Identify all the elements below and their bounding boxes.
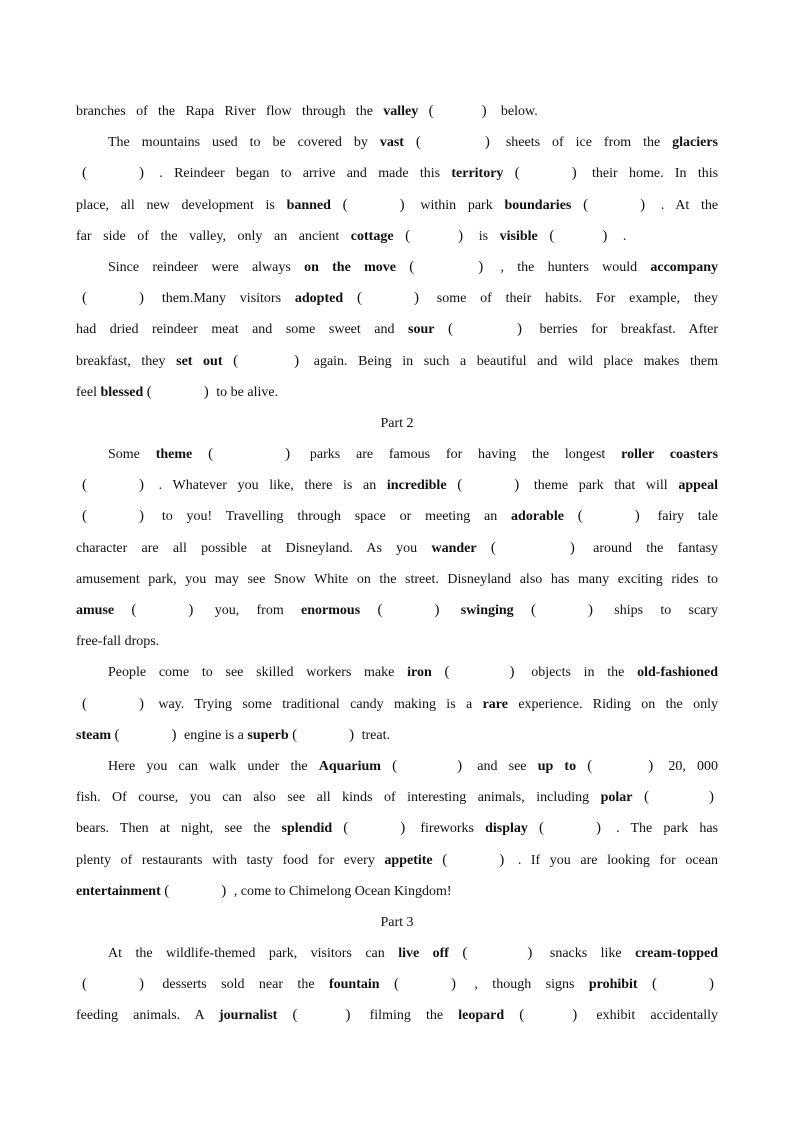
answer-blank[interactable]: ( ) <box>549 227 608 244</box>
keyword: valley <box>383 104 419 119</box>
keyword: Aquarium <box>318 758 381 774</box>
keyword: appeal <box>678 478 718 494</box>
text-line: Some theme ( ) parks are famous for having the longest roller coasters <box>76 439 718 470</box>
text-line: ( ) . Reindeer began to arrive and made this territory ( ) their home. In this <box>76 158 718 189</box>
text-line: branches of the Rapa River flow through the valley ( ) below. <box>76 96 718 127</box>
keyword: on the move <box>304 259 396 275</box>
answer-blank[interactable]: ( ) <box>114 726 177 743</box>
keyword: adorable <box>511 509 564 525</box>
keyword: accompany <box>650 259 718 275</box>
keyword: appetite <box>384 852 433 868</box>
keyword: incredible <box>386 478 447 494</box>
keyword: display <box>485 821 528 837</box>
text-line: People come to see skilled workers make iron ( ) objects in the old-fashioned <box>76 657 718 688</box>
answer-blank[interactable]: ( ) <box>444 664 515 681</box>
keyword: roller coasters <box>621 447 718 463</box>
keyword: visible <box>499 228 538 244</box>
answer-blank[interactable]: ( ) <box>292 1007 351 1024</box>
text-line: free-fall drops. <box>76 634 160 650</box>
answer-blank[interactable]: ( ) <box>583 196 646 213</box>
answer-blank[interactable]: ( ) <box>342 196 405 213</box>
answer-blank[interactable]: ( ) <box>82 695 144 712</box>
answer-blank[interactable]: ( ) <box>82 508 144 525</box>
text-line: ( ) desserts sold near the fountain ( ) , though signs prohibit ( ) <box>76 969 718 1000</box>
text-line: character are all possible at Disneyland. As you wander ( ) around the fantasy <box>76 533 718 564</box>
answer-blank[interactable]: ( ) <box>577 508 640 525</box>
text-line: amuse ( ) you, from enormous ( ) swinging ( ) ships to scary <box>76 595 718 626</box>
answer-blank[interactable]: ( ) <box>405 227 464 244</box>
answer-blank[interactable]: ( ) <box>519 1007 578 1024</box>
keyword: swinging <box>460 603 514 618</box>
answer-blank[interactable]: ( ) <box>447 321 522 338</box>
answer-blank[interactable]: ( ) <box>409 258 484 275</box>
answer-blank[interactable]: ( ) <box>392 757 463 774</box>
answer-blank[interactable]: ( ) <box>457 477 520 494</box>
text-line: bears. Then at night, see the splendid ( ) fireworks display ( ) . The park has <box>76 813 718 844</box>
keyword: old-fashioned <box>637 665 718 681</box>
section-heading: Part 3 <box>380 914 414 930</box>
text-line: amusement park, you may see Snow White on the street. Disneyland also has many exciting rides to <box>76 571 718 587</box>
keyword: live off <box>398 946 449 962</box>
keyword: up to <box>537 758 577 774</box>
answer-blank[interactable]: ( ) <box>356 290 419 307</box>
keyword: leopard <box>458 1008 505 1024</box>
text-line: fish. Of course, you can also see all kinds of interesting animals, including polar ( ) <box>76 782 718 813</box>
keyword: splendid <box>281 821 333 837</box>
answer-blank[interactable]: ( ) <box>233 352 300 369</box>
keyword: cream-topped <box>635 946 718 962</box>
answer-blank[interactable]: ( ) <box>393 976 456 993</box>
document-page <box>76 96 718 1032</box>
answer-blank[interactable]: ( ) <box>462 945 533 962</box>
keyword: banned <box>286 197 331 213</box>
text-line: feel blessed ( ) to be alive. <box>76 377 718 408</box>
text-line: At the wildlife-themed park, visitors can live off ( ) snacks like cream-topped <box>76 938 718 969</box>
answer-blank[interactable]: ( ) <box>377 602 440 618</box>
answer-blank[interactable]: ( ) <box>82 165 144 182</box>
text-line: plenty of restaurants with tasty food for every appetite ( ) . If you are looking for ocean <box>76 845 718 876</box>
answer-blank[interactable]: ( ) <box>490 539 575 556</box>
answer-blank[interactable]: ( ) <box>82 477 144 494</box>
answer-blank[interactable]: ( ) <box>644 789 715 806</box>
answer-blank[interactable]: ( ) <box>146 383 209 400</box>
keyword: cottage <box>350 228 394 244</box>
keyword: polar <box>600 790 633 806</box>
answer-blank[interactable]: ( ) <box>428 103 487 119</box>
keyword: fountain <box>328 977 380 993</box>
answer-blank[interactable]: ( ) <box>292 726 355 743</box>
answer-blank[interactable]: ( ) <box>539 820 602 837</box>
answer-blank[interactable]: ( ) <box>208 446 291 463</box>
answer-blank[interactable]: ( ) <box>131 602 194 618</box>
text-line: ( ) . Whatever you like, there is an incredible ( ) theme park that will appeal <box>76 470 718 501</box>
answer-blank[interactable]: ( ) <box>442 851 505 868</box>
keyword: theme <box>155 447 193 463</box>
keyword: iron <box>407 665 432 681</box>
keyword: steam <box>76 727 111 743</box>
section-heading: Part 2 <box>380 415 414 431</box>
text-line: place, all new development is banned ( ) within park boundaries ( ) . At the <box>76 190 718 221</box>
text-line: The mountains used to be covered by vast ( ) sheets of ice from the glaciers <box>76 127 718 158</box>
keyword: prohibit <box>588 977 638 993</box>
answer-blank[interactable]: ( ) <box>343 820 406 837</box>
keyword: set out <box>176 353 223 369</box>
keyword: sour <box>408 322 435 338</box>
answer-blank[interactable]: ( ) <box>530 602 593 618</box>
answer-blank[interactable]: ( ) <box>82 290 144 307</box>
answer-blank[interactable]: ( ) <box>587 757 654 774</box>
text-line: steam ( ) engine is a superb ( ) treat. <box>76 720 718 751</box>
text-line: entertainment ( ) , come to Chimelong Ocean Kingdom! <box>76 876 718 907</box>
text-line: ( ) way. Trying some traditional candy making is a rare experience. Riding on the only <box>76 689 718 720</box>
keyword: superb <box>247 727 289 743</box>
keyword: journalist <box>219 1008 278 1024</box>
keyword: blessed <box>100 384 144 400</box>
keyword: territory <box>451 166 504 182</box>
keyword: adopted <box>294 291 344 307</box>
keyword: wander <box>431 540 477 556</box>
text-line: had dried reindeer meat and some sweet and sour ( ) berries for breakfast. After <box>76 314 718 345</box>
text-line: ( ) them.Many visitors adopted ( ) some of their habits. For example, they <box>76 283 718 314</box>
text-line: Since reindeer were always on the move ( ) , the hunters would accompany <box>76 252 718 283</box>
keyword: rare <box>482 696 508 712</box>
answer-blank[interactable]: ( ) <box>82 976 144 993</box>
keyword: boundaries <box>504 197 572 213</box>
answer-blank[interactable]: ( ) <box>652 976 715 993</box>
keyword: glaciers <box>672 135 718 151</box>
text-line: feeding animals. A journalist ( ) filming the leopard ( ) exhibit accidentally <box>76 1000 718 1031</box>
answer-blank[interactable]: ( ) <box>164 882 227 899</box>
keyword: vast <box>379 135 404 151</box>
text-line: far side of the valley, only an ancient cottage ( ) is visible ( ) . <box>76 221 718 252</box>
keyword: amuse <box>76 603 115 618</box>
text-line: breakfast, they set out ( ) again. Being in such a beautiful and wild place makes them <box>76 346 718 377</box>
text-line: Here you can walk under the Aquarium ( ) and see up to ( ) 20, 000 <box>76 751 718 782</box>
answer-blank[interactable]: ( ) <box>415 134 490 151</box>
answer-blank[interactable]: ( ) <box>514 165 577 182</box>
text-line: ( ) to you! Travelling through space or meeting an adorable ( ) fairy tale <box>76 501 718 532</box>
keyword: enormous <box>301 603 361 618</box>
keyword: entertainment <box>76 883 161 899</box>
